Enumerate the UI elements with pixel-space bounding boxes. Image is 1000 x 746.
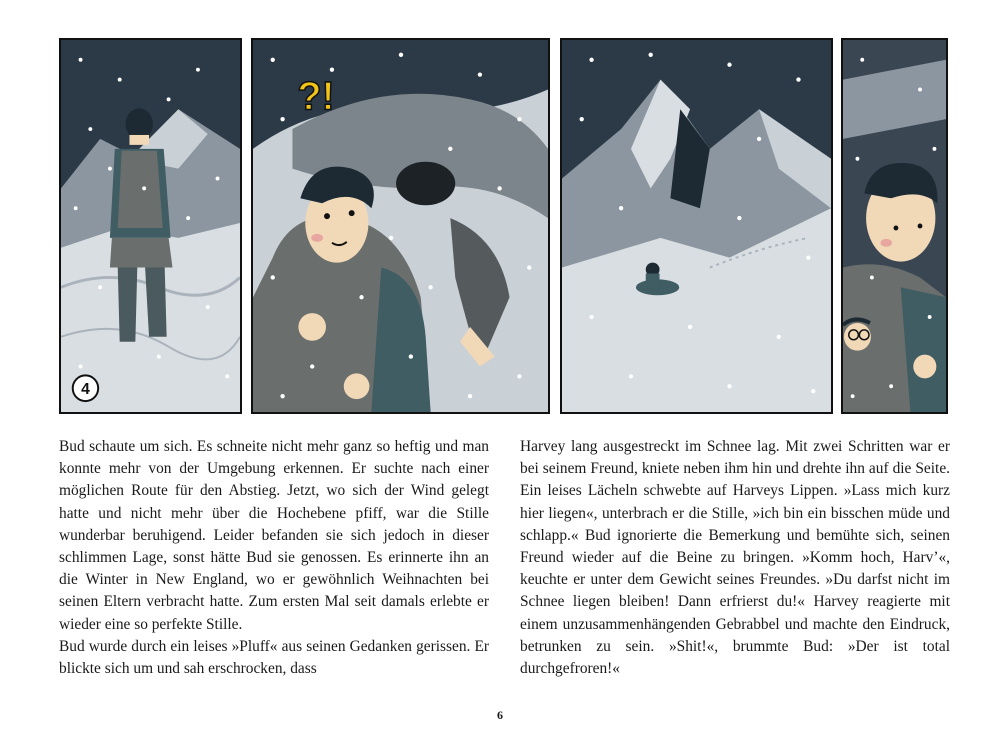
panel-1-art	[61, 40, 240, 412]
text-column-left	[59, 436, 489, 680]
comic-panel-2	[251, 38, 550, 414]
page-number: 6	[497, 708, 503, 722]
comic-panel-4	[841, 38, 948, 414]
panel-4-art	[843, 40, 946, 412]
paragraph: Bud schaute um sich. Es schneite nicht mehr ganz so heftig und man konnte mehr von der Umgebung erkennen. Er suchte nach einer möglichen Route für den Abstieg. Jetzt, wo sich der Wind gelegt hatte und nicht mehr über die Hochebene pfiff, war die Stille wunderbar beruhigend. Leider befanden sie sich jedoch in dieser schlimmen Lage, sonst hätte Bud sie genossen. Es erinnerte ihn an die Winter in New England, wo er gewöhnlich Weihnachten bei seinen Eltern verbracht hatte. Zum ersten Mal seit damals erlebte er wieder eine so perfekte Stille.	[59, 438, 489, 633]
panel-number: 4	[81, 381, 90, 399]
paragraph: Bud wurde durch ein leises »Pluff« aus seinen Gedanken gerissen. Er blickte sich um und sah erschrocken, dass	[59, 637, 489, 678]
text-column-right	[520, 436, 950, 680]
comic-panel-3	[560, 38, 833, 414]
panel-2-art	[253, 40, 548, 412]
paragraph: Harvey lang ausgestreckt im Schnee lag. Mit zwei Schritten war er bei seinem Freund, kniete neben ihm hin und drehte ihn auf die Seite. Ein leises Lächeln schwebte auf Harveys Lippen. »Lass mich kurz hier liegen«, unterbrach er die Stille, »ich bin ein bisschen müde und schlapp.« Bud ignorierte die Bemerkung und bemühte sich, seinen Freund wieder auf die Beine zu bringen. »Komm hoch, Harv’«, keuchte er unter dem Gewicht seines Freundes. »Du darfst nicht im Schnee liegen bleiben! Dann erfrierst du!« Harvey reagierte mit einem unzusammenhängenden Gebrabbel und machte den Eindruck, betrunken zu sein. »Shit!«, brummte Bud: »Der ist total durchgefroren!«	[520, 438, 950, 678]
comic-panel-1	[59, 38, 242, 414]
sfx-exclamation: ?!	[297, 74, 335, 119]
panel-3-art	[562, 40, 831, 412]
